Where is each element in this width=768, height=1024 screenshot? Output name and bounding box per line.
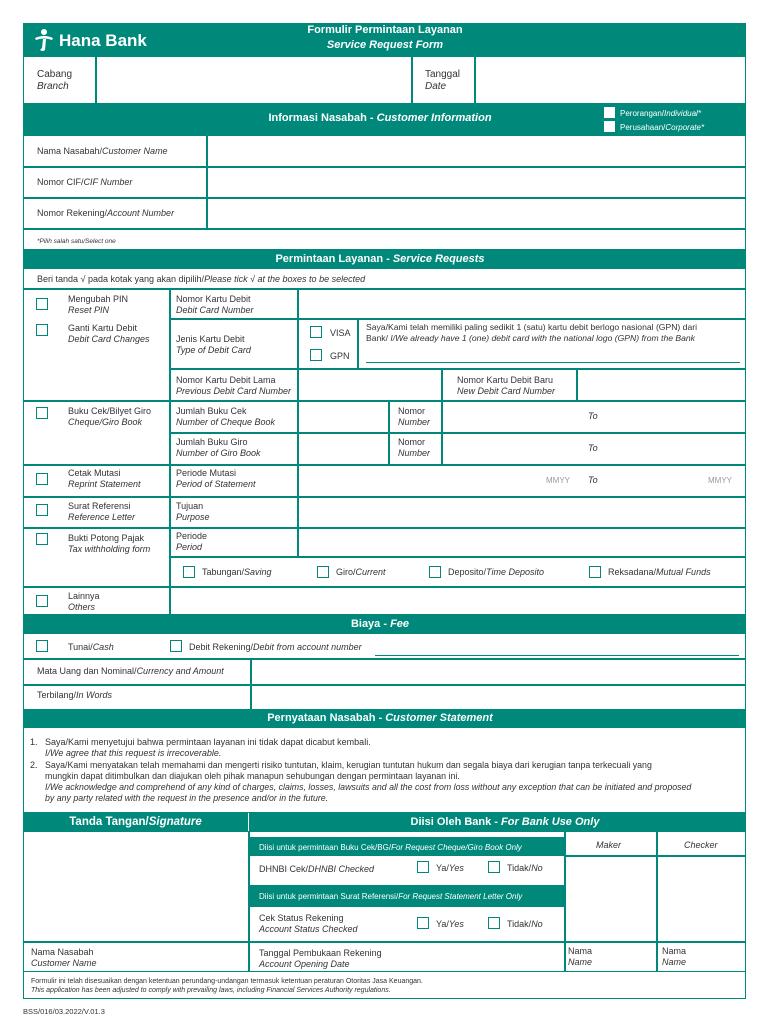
saving-label: Tabungan/Saving bbox=[202, 567, 272, 577]
others-label: Lainnya Others bbox=[68, 591, 100, 612]
reprint-statement-label: Cetak Mutasi Reprint Statement bbox=[68, 468, 141, 489]
new-card-label: Nomor Kartu Debit Baru New Debit Card Number bbox=[457, 375, 556, 396]
debit-card-change-checkbox[interactable] bbox=[36, 324, 48, 336]
bank-use-title: Diisi Oleh Bank - For Bank Use Only bbox=[410, 816, 600, 828]
others-checkbox[interactable] bbox=[36, 595, 48, 607]
signature-area[interactable] bbox=[25, 834, 246, 938]
giro-number-label: Nomor Number bbox=[398, 437, 431, 458]
status-yes-checkbox[interactable] bbox=[417, 917, 429, 929]
cheque-number-input[interactable] bbox=[444, 403, 744, 431]
customer-name-label: Nama Nasabah/Customer Name bbox=[37, 146, 168, 156]
footer-note: Formulir ini telah disesuaikan dengan ketentuan perundang-undangan termasuk ketentuan peraturan Otoritas Jasa Keuangan. This application has been adjusted to comply with prevailing laws, including Financial Services Authority regulations. bbox=[31, 978, 423, 994]
corporate-checkbox[interactable] bbox=[604, 121, 615, 132]
date-label: Tanggal Date bbox=[425, 69, 461, 92]
debit-card-change-label: Ganti Kartu Debit Debit Card Changes bbox=[68, 323, 150, 344]
statement-2-number: 2. bbox=[30, 760, 38, 770]
gpn-bank-input[interactable] bbox=[366, 362, 740, 363]
new-card-input[interactable] bbox=[579, 371, 744, 400]
hana-bank-logo bbox=[33, 28, 163, 52]
select-one-note: *Pilih salah satu/Select one bbox=[37, 238, 116, 245]
debit-card-number-input[interactable] bbox=[300, 291, 744, 317]
visa-checkbox[interactable] bbox=[310, 326, 322, 338]
gpn-statement: Saya/Kami telah memiliki paling sedikit 1 (satu) kartu debit berlogo nasional (GPN) dari Bank/ I/We already have 1 (one) debit card with the national logo (GPN) from the Bank bbox=[366, 322, 698, 343]
maker-name-label: Nama Name bbox=[568, 946, 593, 967]
reprint-statement-checkbox[interactable] bbox=[36, 473, 48, 485]
signature-title: Tanda Tangan/Signature bbox=[69, 816, 202, 828]
period-label: Periode Period bbox=[176, 531, 208, 552]
giro-number-input[interactable] bbox=[444, 435, 744, 463]
account-number-label: Nomor Rekening/Account Number bbox=[37, 208, 175, 218]
mmyy-from: MMYY bbox=[546, 476, 570, 485]
branch-input[interactable] bbox=[97, 58, 409, 102]
cheque-note: Diisi untuk permintaan Buku Cek/BG/For Request Cheque/Giro Book Only bbox=[259, 843, 522, 852]
service-requests-title: Permintaan Layanan - Service Requests bbox=[275, 253, 485, 265]
cheque-to-label: To bbox=[588, 411, 598, 421]
signature-customer-name: Nama Nasabah Customer Name bbox=[31, 947, 97, 968]
giro-count-label: Jumlah Buku Giro Number of Giro Book bbox=[176, 437, 261, 458]
dhnbi-label: DHNBI Cek/DHNBI Checked bbox=[259, 864, 375, 874]
reset-pin-label: Mengubah PIN Reset PIN bbox=[68, 294, 129, 315]
status-yes-label: Ya/Yes bbox=[436, 919, 464, 929]
purpose-input[interactable] bbox=[300, 499, 744, 526]
cheque-count-label: Jumlah Buku Cek Number of Cheque Book bbox=[176, 406, 276, 427]
branch-label: Cabang Branch bbox=[37, 69, 73, 92]
cheque-number-label: Nomor Number bbox=[398, 406, 431, 427]
cash-checkbox[interactable] bbox=[36, 640, 48, 652]
current-label: Giro/Current bbox=[336, 567, 386, 577]
statement-1: Saya/Kami menyetujui bahwa permintaan layanan ini tidak dapat dicabut kembali. I/We agree that this request is irrecoverable. bbox=[45, 737, 371, 758]
currency-amount-label: Mata Uang dan Nominal/Currency and Amount bbox=[37, 666, 224, 676]
period-input[interactable] bbox=[300, 530, 744, 555]
cheque-count-input[interactable] bbox=[300, 403, 387, 431]
cheque-book-label: Buku Cek/Bilyet Giro Cheque/Giro Book bbox=[68, 406, 152, 427]
statement-1-number: 1. bbox=[30, 737, 38, 747]
opening-date-label: Tanggal Pembukaan Rekening Account Opening Date bbox=[259, 948, 382, 969]
reference-letter-label: Surat Referensi Reference Letter bbox=[68, 501, 136, 522]
tick-instruction: Beri tanda √ pada kotak yang akan dipilih/Please tick √ at the boxes to be selected bbox=[37, 274, 366, 284]
reference-note: Diisi untuk permintaan Surat Referensi/For Request Statement Letter Only bbox=[259, 892, 523, 901]
form-title-en: Service Request Form bbox=[326, 39, 444, 51]
others-input[interactable] bbox=[172, 589, 744, 613]
current-checkbox[interactable] bbox=[317, 566, 329, 578]
reference-letter-checkbox[interactable] bbox=[36, 504, 48, 516]
status-no-checkbox[interactable] bbox=[488, 917, 500, 929]
customer-name-input[interactable] bbox=[209, 137, 744, 165]
form-code: BSS/016/03.2022/V.01.3 bbox=[23, 1007, 105, 1016]
tax-withholding-label: Bukti Potong Pajak Tax withholding form bbox=[68, 533, 151, 554]
deposit-label: Deposito/Time Deposito bbox=[448, 567, 544, 577]
debit-card-number-label: Nomor Kartu Debit Debit Card Number bbox=[176, 294, 254, 315]
mutual-funds-label: Reksadana/Mutual Funds bbox=[608, 567, 711, 577]
dhnbi-yes-checkbox[interactable] bbox=[417, 861, 429, 873]
statement-to-label: To bbox=[588, 475, 598, 485]
mutual-funds-checkbox[interactable] bbox=[589, 566, 601, 578]
giro-to-label: To bbox=[588, 443, 598, 453]
individual-label: Perorangan/Individual* bbox=[620, 109, 701, 118]
old-card-input[interactable] bbox=[300, 371, 440, 400]
cash-label: Tunai/Cash bbox=[68, 642, 114, 652]
status-no-label: Tidak/No bbox=[507, 919, 543, 929]
gpn-checkbox[interactable] bbox=[310, 349, 322, 361]
dhnbi-no-label: Tidak/No bbox=[507, 863, 543, 873]
debit-account-input[interactable] bbox=[375, 655, 739, 656]
maker-label: Maker bbox=[596, 840, 622, 850]
tax-withholding-checkbox[interactable] bbox=[36, 533, 48, 545]
cif-label: Nomor CIF/CIF Number bbox=[37, 177, 133, 187]
in-words-label: Terbilang/In Words bbox=[37, 690, 113, 700]
cheque-book-checkbox[interactable] bbox=[36, 407, 48, 419]
customer-info-title: Informasi Nasabah - Customer Information bbox=[268, 112, 492, 124]
statement-2: Saya/Kami menyatakan telah memahami dan mengerti risiko tuntutan, klaim, kerugian tuntutan hukum dan segala biaya dari kerugian tanpa terkecuali yang mungkin dapat ditimbulkan dan diajukan oleh pihak manapun sehubungan dengan permintaan layanan ini. I/We acknowledge and comprehend of any kind of charges, claims, losses, lawsuits and all the cost from loss without any exception that can be initiated and proposed by any party related with the request in the presence and/or in the future. bbox=[45, 760, 692, 803]
account-status-label: Cek Status Rekening Account Status Checked bbox=[259, 913, 358, 934]
statement-period-input[interactable] bbox=[300, 467, 744, 495]
corporate-label: Perusahaan/Corporate* bbox=[620, 123, 705, 132]
cif-input[interactable] bbox=[209, 168, 744, 196]
visa-label: VISA bbox=[330, 328, 351, 338]
giro-count-input[interactable] bbox=[300, 435, 387, 463]
in-words-input[interactable] bbox=[253, 686, 744, 708]
debit-account-label: Debit Rekening/Debit from account number bbox=[189, 642, 362, 652]
deposit-checkbox[interactable] bbox=[429, 566, 441, 578]
statement-period-label: Periode Mutasi Period of Statement bbox=[176, 468, 256, 489]
brand-name: Hana Bank bbox=[59, 31, 147, 50]
mmyy-to: MMYY bbox=[708, 476, 732, 485]
hana-logo-icon bbox=[33, 28, 55, 52]
dhnbi-yes-label: Ya/Yes bbox=[436, 863, 464, 873]
gpn-label: GPN bbox=[330, 351, 350, 361]
checker-name-label: Nama Name bbox=[662, 946, 687, 967]
card-type-label: Jenis Kartu Debit Type of Debit Card bbox=[176, 334, 251, 355]
reset-pin-checkbox[interactable] bbox=[36, 298, 48, 310]
purpose-label: Tujuan Purpose bbox=[176, 501, 210, 522]
saving-checkbox[interactable] bbox=[183, 566, 195, 578]
debit-account-checkbox[interactable] bbox=[170, 640, 182, 652]
account-number-input[interactable] bbox=[209, 199, 744, 227]
checker-label: Checker bbox=[684, 840, 718, 850]
form-title-id: Formulir Permintaan Layanan bbox=[307, 24, 463, 36]
date-input[interactable] bbox=[477, 58, 744, 102]
currency-amount-input[interactable] bbox=[253, 660, 744, 683]
old-card-label: Nomor Kartu Debit Lama Previous Debit Card Number bbox=[176, 375, 292, 396]
customer-statement-title: Pernyataan Nasabah - Customer Statement bbox=[267, 712, 493, 724]
individual-checkbox[interactable] bbox=[604, 107, 615, 118]
fee-title: Biaya - Fee bbox=[350, 618, 410, 630]
dhnbi-no-checkbox[interactable] bbox=[488, 861, 500, 873]
